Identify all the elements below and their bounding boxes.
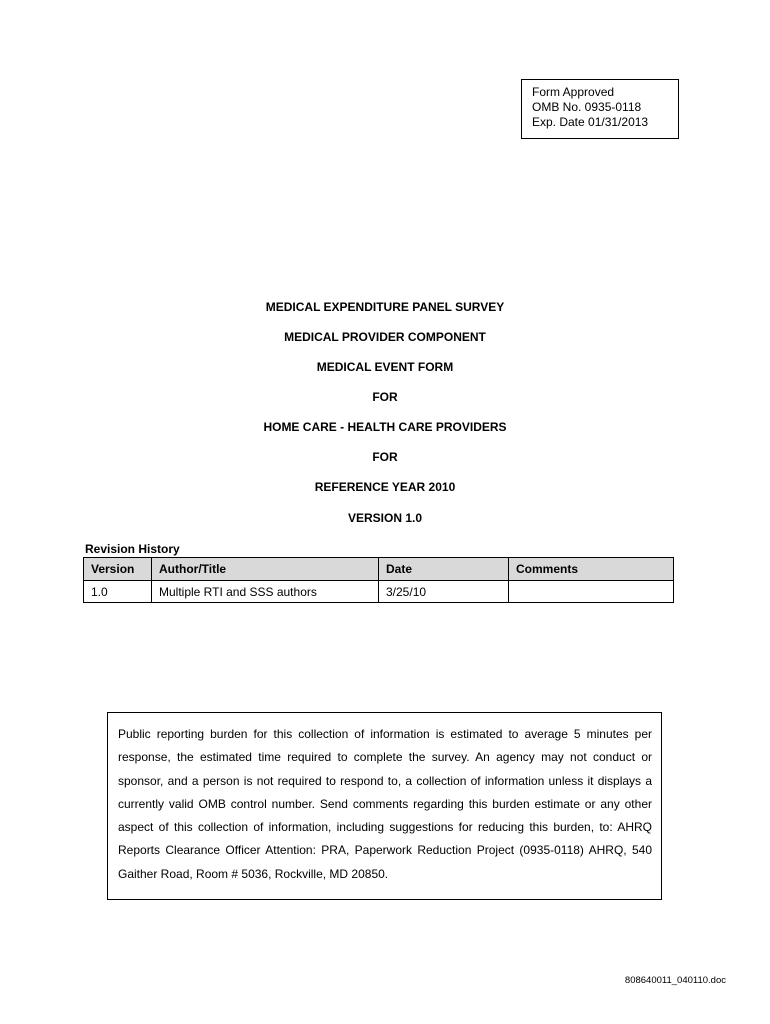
- form-approval-box: [521, 79, 679, 139]
- title-reference-year: REFERENCE YEAR 2010: [314, 480, 456, 494]
- title-survey: MEDICAL EXPENDITURE PANEL SURVEY: [265, 300, 505, 314]
- column-header-author: Author/Title: [152, 558, 379, 581]
- table-row: [84, 581, 674, 603]
- cell-version: 1.0: [84, 581, 152, 603]
- revision-history-table: [83, 557, 674, 603]
- title-component: MEDICAL PROVIDER COMPONENT: [284, 330, 486, 344]
- approval-line-form-approved: Form Approved: [532, 85, 615, 99]
- title-version: VERSION 1.0: [347, 511, 423, 525]
- title-form: MEDICAL EVENT FORM: [316, 360, 454, 374]
- title-for-1: FOR: [372, 390, 398, 404]
- revision-history-label: Revision History: [85, 542, 180, 556]
- cell-author: Multiple RTI and SSS authors: [152, 581, 379, 603]
- approval-line-expiration: Exp. Date 01/31/2013: [532, 115, 649, 129]
- column-header-comments: Comments: [509, 558, 674, 581]
- column-header-version: Version: [84, 558, 152, 581]
- title-provider-type: HOME CARE - HEALTH CARE PROVIDERS: [263, 420, 507, 434]
- column-header-date: Date: [379, 558, 509, 581]
- burden-statement-box: [107, 712, 662, 900]
- title-for-2: FOR: [372, 450, 398, 464]
- cell-comments: [509, 581, 674, 603]
- table-header-row: [84, 558, 674, 581]
- burden-statement-text: Public reporting burden for this collection of information is estimated to average 5 minutes per response, the estimated time required to complete the survey. An agency may not conduct or sponsor, and a person is not required to respond to, a collection of information unless it displays a currently valid OMB control number. Send comments regarding this burden estimate or any other aspect of this collection of information, including suggestions for reducing this burden, to: AHRQ Reports Clearance Officer Attention: PRA, Paperwork Reduction Project (0935-0118) AHRQ, 540 Gaither Road, Room # 5036, Rockville, MD 20850.: [118, 727, 652, 881]
- footer-filename: 808640011_040110.doc: [624, 975, 726, 986]
- approval-line-omb-number: OMB No. 0935-0118: [532, 100, 642, 114]
- cell-date: 3/25/10: [379, 581, 509, 603]
